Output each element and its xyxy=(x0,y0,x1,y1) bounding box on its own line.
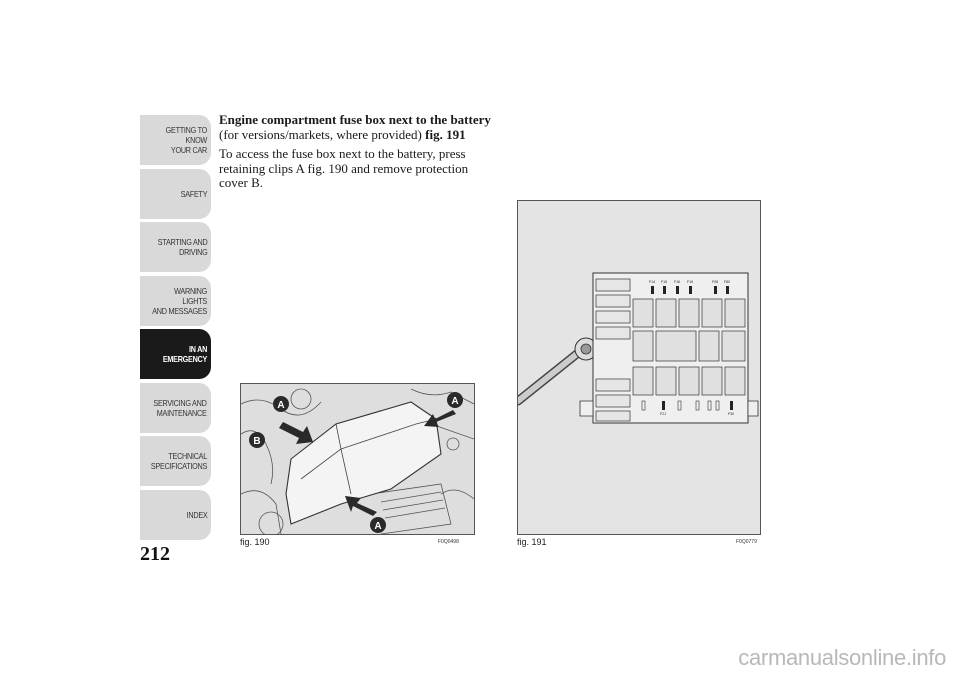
watermark: carmanualsonline.info xyxy=(738,645,946,670)
tab-starting-and-driving[interactable]: STARTING AND DRIVING xyxy=(140,222,211,272)
callout-label: A xyxy=(374,521,382,532)
figure-190-caption: fig. 190 xyxy=(240,537,270,547)
tab-safety[interactable]: SAFETY xyxy=(140,169,211,219)
fuse-box-layout-drawing xyxy=(518,201,760,534)
tab-getting-to-know-your-car[interactable]: GETTING TO KNOW YOUR CAR xyxy=(140,115,211,165)
fuse-label: F15 xyxy=(660,280,668,284)
callout-label: A xyxy=(451,396,459,407)
tab-warning-lights[interactable]: WARNING LIGHTS AND MESSAGES xyxy=(140,276,211,326)
fuse-label: F08 xyxy=(711,280,719,284)
callout-label: A xyxy=(277,400,285,411)
fuse-label: F14 xyxy=(648,280,656,284)
fuse-label: F16 xyxy=(673,280,681,284)
heading-figure-ref: fig. 191 xyxy=(425,126,466,142)
fuse-label: F30 xyxy=(727,412,735,416)
figure-191-illustration xyxy=(517,200,761,535)
page-number: 212 xyxy=(140,543,170,565)
fuse-box-cover-drawing xyxy=(241,384,474,534)
chapter-tabs xyxy=(140,115,211,543)
text-column xyxy=(219,113,499,191)
tab-technical-specifications[interactable]: TECHNICAL SPECIFICATIONS xyxy=(140,436,211,486)
callout-label: B xyxy=(253,436,261,447)
tab-index[interactable]: INDEX xyxy=(140,490,211,540)
figure-191-code: F0Q0779 xyxy=(736,539,757,545)
fuse-label: F19 xyxy=(686,280,694,284)
figure-190-illustration xyxy=(240,383,475,535)
figure-190-code: F0Q0498 xyxy=(438,539,459,545)
section-heading xyxy=(219,113,499,142)
heading-note: (for versions/markets, where provided) xyxy=(219,126,422,142)
tab-in-an-emergency[interactable]: IN AN EMERGENCY xyxy=(140,329,211,379)
heading-title: Engine compartment fuse box next to the battery xyxy=(219,112,491,127)
fuse-label: F80 xyxy=(723,280,731,284)
fuse-label: F21 xyxy=(659,412,667,416)
instruction-paragraph: To access the fuse box next to the battery, press retaining clips A fig. 190 and remove protection cover B. xyxy=(219,146,469,190)
tab-servicing-and-maintenance[interactable]: SERVICING AND MAINTENANCE xyxy=(140,383,211,433)
figure-191-caption: fig. 191 xyxy=(517,537,547,547)
